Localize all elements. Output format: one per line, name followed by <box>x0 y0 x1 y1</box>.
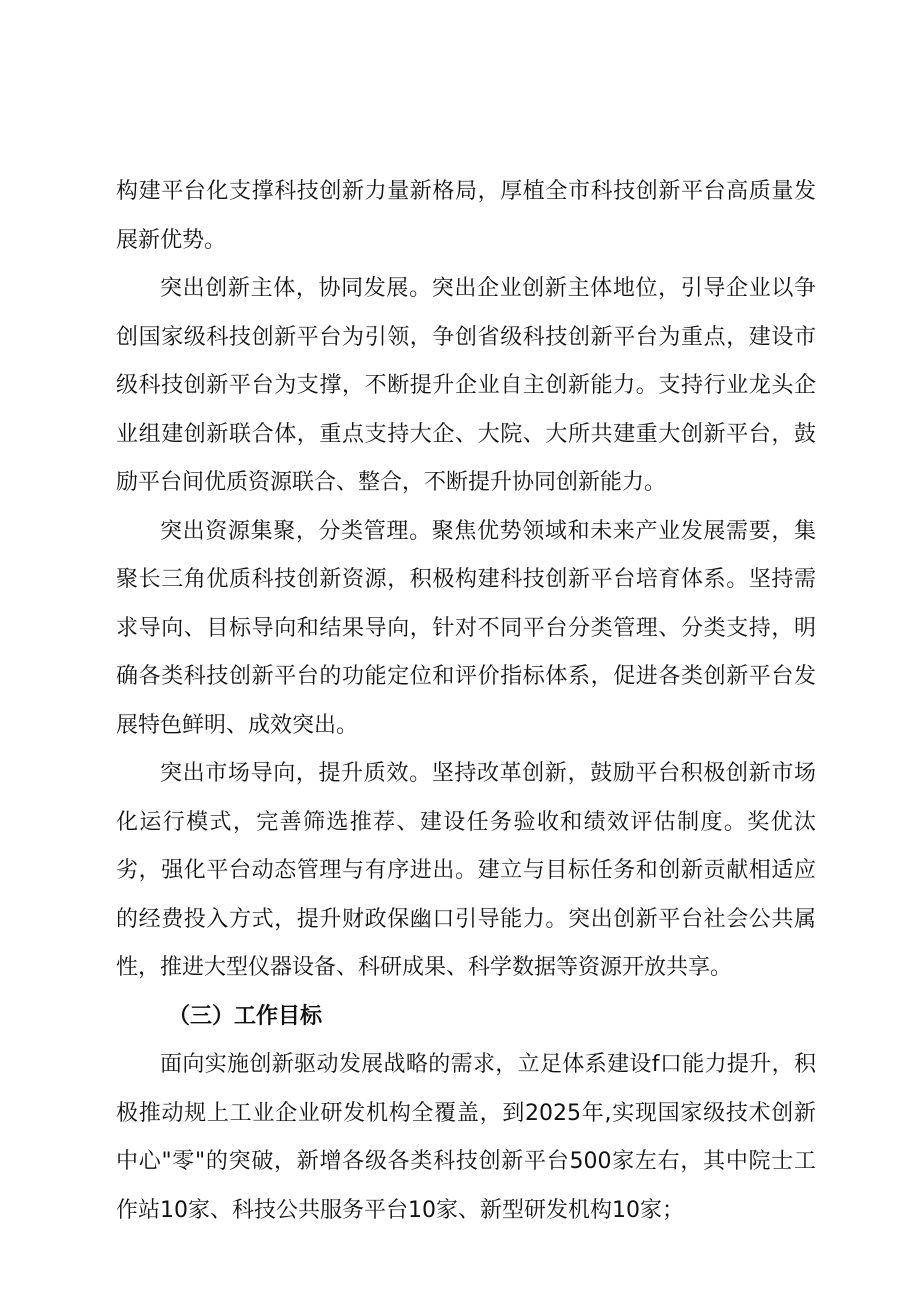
section-heading-work-goals: （三）工作目标 <box>168 1003 323 1029</box>
document-body <box>116 168 816 1235</box>
paragraph-resource-gathering: 突出资源集聚，分类管理。聚焦优势领域和未来产业发展需要，集聚长三角优质科技创新资源，积极构建科技创新平台培育体系。坚持需求导向、目标导向和结果导向，针对不同平台分类管理、分类支持，明确各类科技创新平台的功能定位和评价指标体系，促进各类创新平台发展特色鲜明、成效突出。 <box>116 518 816 738</box>
paragraph-market-orientation: 突出市场导向，提升质效。坚持改革创新，鼓励平台积极创新市场化运行模式，完善筛选推荐、建设任务验收和绩效评估制度。奖优汰劣，强化平台动态管理与有序进出。建立与目标任务和创新贡献相适应的经费投入方式，提升财政保幽口引导能力。突出创新平台社会公共属性，推进大型仪器设备、科研成果、科学数据等资源开放共享。 <box>116 761 816 980</box>
paragraph-innovation-subject: 突出创新主体，协同发展。突出企业创新主体地位，引导企业以争创国家级科技创新平台为引领，争创省级科技创新平台为重点，建设市级科技创新平台为支撑，不断提升企业自主创新能力。支持行业龙头企业组建创新联合体，重点支持大企、大院、大所共建重大创新平台，鼓励平台间优质资源联合、整合，不断提升协同创新能力。 <box>116 276 816 495</box>
paragraph-intro-continuation: 构建平台化支撑科技创新力量新格局，厚植全市科技创新平台高质量发展新优势。 <box>116 179 816 253</box>
paragraph-work-goals: 面向实施创新驱动发展战略的需求，立足体系建设f口能力提升，积极推动规上工业企业研发机构全覆盖，到2025年,实现国家级技术创新中心"零"的突破，新增各级各类科技创新平台500家左右，其中院士工作站10家、科技公共服务平台10家、新型研发机构10家； <box>116 1052 816 1223</box>
